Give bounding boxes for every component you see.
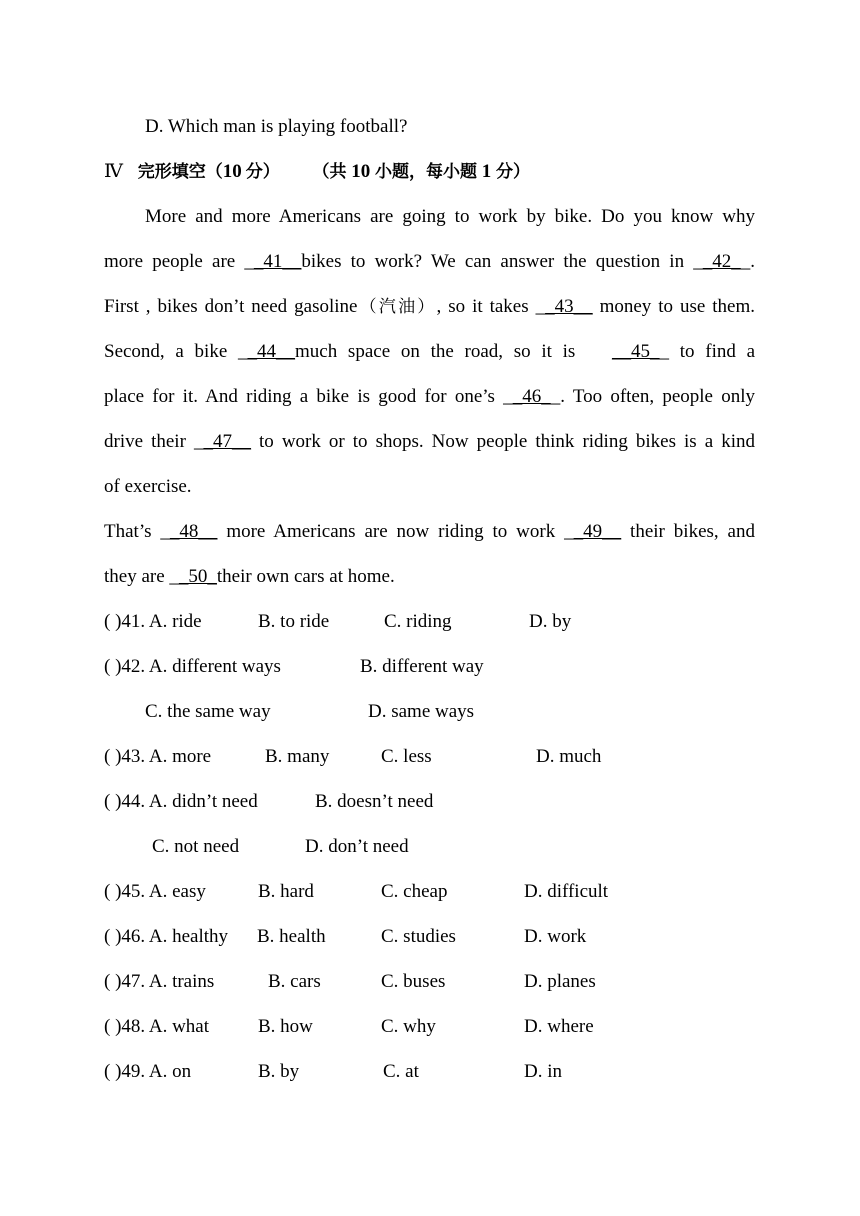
section-title-points: 10 <box>222 161 242 182</box>
question-45-option-d: D. difficult <box>524 881 609 902</box>
question-42-option-d: D. same ways <box>368 701 475 722</box>
question-48-option-b: B. how <box>258 1016 313 1037</box>
question-47-stem: ( )47. A. trains <box>104 971 215 992</box>
question-48-stem: ( )48. A. what <box>104 1016 210 1037</box>
question-44-option-b: B. doesn’t need <box>315 791 434 812</box>
question-43-option-d: D. much <box>536 746 602 767</box>
question-43-option-c: C. less <box>381 746 432 767</box>
question-44-option-d: D. don’t need <box>305 836 409 857</box>
question-43-option-b: B. many <box>265 746 330 767</box>
question-44-option-c: C. not need <box>152 836 240 857</box>
blank-49: _49__ <box>573 521 622 542</box>
question-46-option-c: C. studies <box>381 926 456 947</box>
passage-line-6: drive their __47__ to work or to shops. Now people think riding bikes is a kind <box>104 431 756 452</box>
question-45-option-c: C. cheap <box>381 881 448 902</box>
question-46-option-b: B. health <box>257 926 326 947</box>
question-43-stem: ( )43. A. more <box>104 746 212 767</box>
question-41-option-b: B. to ride <box>258 611 330 632</box>
blank-46: _46_ <box>512 386 551 407</box>
question-49-option-c: C. at <box>383 1061 419 1082</box>
passage-line-4: Second, a bike __44__much space on the road, so it is __45__ to find a <box>104 341 756 362</box>
passage-line-9: they are __50_their own cars at home. <box>104 566 395 587</box>
blank-48: _48__ <box>169 521 218 542</box>
blank-44: _44__ <box>247 341 295 362</box>
blank-42: _42_ <box>702 251 741 272</box>
question-41-option-d: D. by <box>529 611 572 632</box>
question-48-option-d: D. where <box>524 1016 594 1037</box>
blank-43: _43__ <box>545 296 593 317</box>
question-45-option-b: B. hard <box>258 881 314 902</box>
previous-option-d: D. Which man is playing football? <box>145 116 408 137</box>
question-49-option-d: D. in <box>524 1061 562 1082</box>
section-title-c: （共 <box>312 162 347 182</box>
question-44-stem: ( )44. A. didn’t need <box>104 791 258 812</box>
blank-47: _47__ <box>203 431 251 452</box>
question-49-stem: ( )49. A. on <box>104 1061 192 1082</box>
passage-line-8: That’s __48__ more Americans are now riding to work __49__ their bikes, and <box>104 521 755 542</box>
section-title-b: 分） <box>245 162 280 182</box>
question-49-option-b: B. by <box>258 1061 300 1082</box>
question-41-option-c: C. riding <box>384 611 452 632</box>
section-title-a: 完形填空（ <box>137 162 223 182</box>
blank-45: __45_ <box>612 341 660 362</box>
section-title-count: 10 <box>351 161 371 182</box>
question-48-option-c: C. why <box>381 1016 436 1037</box>
question-41-stem: ( )41. A. ride <box>104 611 202 632</box>
question-42-option-c: C. the same way <box>145 701 271 722</box>
question-47-option-d: D. planes <box>524 971 596 992</box>
blank-50: _50_ <box>178 566 217 587</box>
question-47-option-b: B. cars <box>268 971 321 992</box>
passage-line-3: First , bikes don’t need gasoline（汽油）, so it takes __43__ money to use them. <box>104 296 756 317</box>
question-47-option-c: C. buses <box>381 971 446 992</box>
question-42-option-b: B. different way <box>360 656 484 677</box>
question-46-stem: ( )46. A. healthy <box>104 926 229 947</box>
section-title-d: 小题，每小题 <box>374 162 477 182</box>
question-46-option-d: D. work <box>524 926 587 947</box>
passage-line-5: place for it. And riding a bike is good for one’s __46__. Too often, people only <box>104 386 755 407</box>
section-title-each: 1 <box>481 161 492 182</box>
question-42-stem: ( )42. A. different ways <box>104 656 281 677</box>
question-45-stem: ( )45. A. easy <box>104 881 206 902</box>
passage-line-1: More and more Americans are going to work by bike. Do you know why <box>145 206 755 227</box>
passage-line-7: of exercise. <box>104 476 192 497</box>
section-numeral: Ⅳ <box>104 161 123 182</box>
section-heading <box>104 160 530 184</box>
blank-41: _41__ <box>253 251 302 272</box>
passage-line-2: more people are __41__bikes to work? We can answer the question in __42__. <box>104 251 755 272</box>
section-title-e: 分） <box>495 162 530 182</box>
